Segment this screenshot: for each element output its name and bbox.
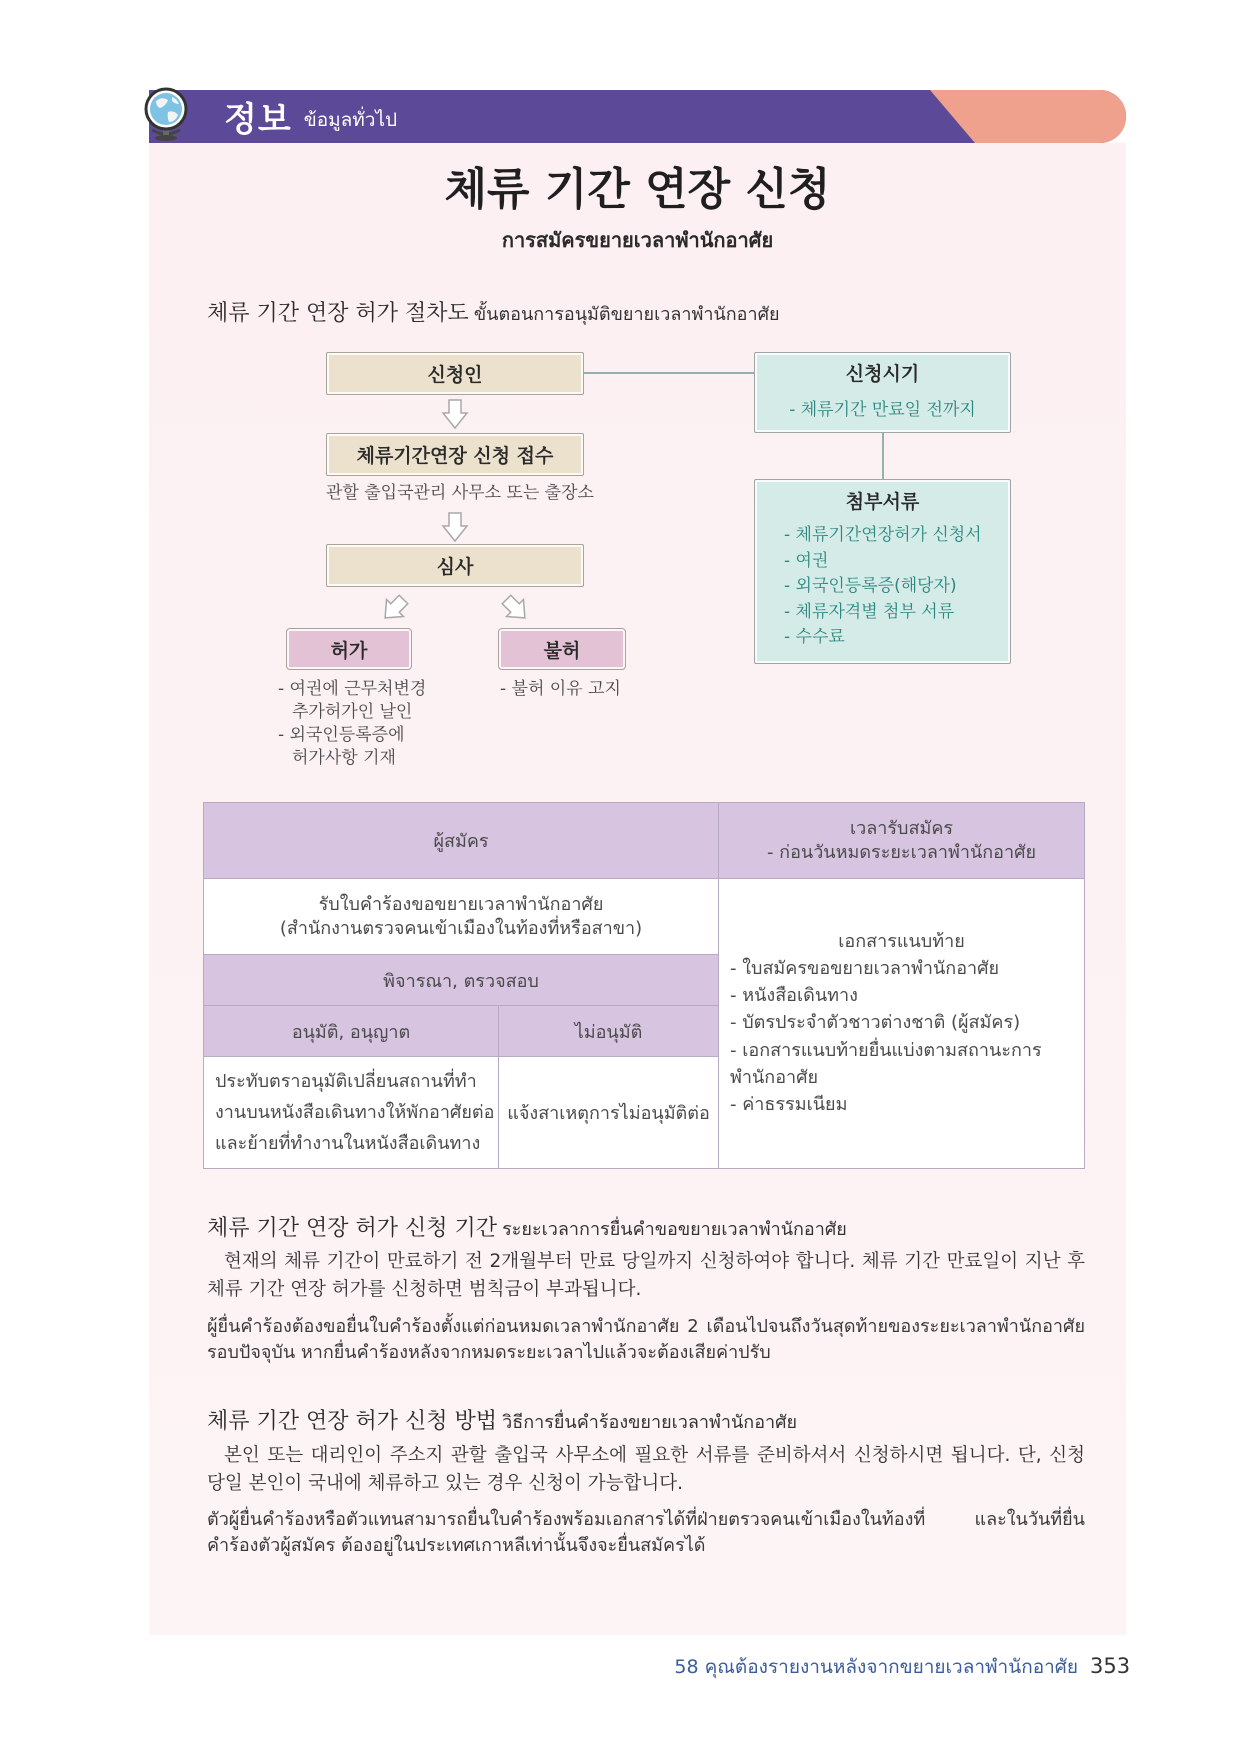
attachments-item: - บัตรประจำตัวชาวต่างชาติ (ผู้สมัคร) [730,1012,1021,1034]
documents-title: 첨부서류 [845,491,920,513]
table-cell-attachments [719,879,1085,1169]
flow-reception-note: 관할 출입국관리 사무소 또는 출장소 [326,483,594,503]
procedure-table [203,802,1085,1169]
attachments-item: - เอกสารแนบท้ายยื่นแบ่งตามสถานะการพำนักอาศัย [730,1039,1042,1088]
deny-note-line: - 불허 이유 고지 [500,679,621,699]
permit-notes [278,678,426,770]
method-heading-ko: 체류 기간 연장 허가 신청 방법 [207,1409,497,1434]
footer-chapter: 58 คุณต้องรายงานหลังจากขยายเวลาพำนักอาศัย [674,1656,1078,1678]
documents-item: - 체류기간연장허가 신청서 [784,525,982,545]
table-header-applicant: ผู้สมัคร [204,803,719,879]
page-title: 체류 기간 연장 신청 [444,164,831,215]
table-row [204,803,1085,879]
documents-box [754,479,1011,664]
documents-item: - 여권 [784,550,829,571]
table-row [204,879,1085,955]
table-header-period [719,803,1085,879]
attachments-item: - ค่าธรรมเนียม [730,1094,848,1116]
flow-permit-box: 허가 [286,628,412,670]
method-body-th: ตัวผู้ยื่นคำร้องหรือตัวแทนสามารถยื่นใบคำร้องพร้อมเอกสารได้ที่ฝ่ายตรวจคนเข้าเมืองในท้องที่ และในวันที่ยื่นคำร้องตัวผู้สมัคร ต้องอยู่ในประเทศเกาหลีเท่านั้นจึงจะยื่นสมัครได้ [207,1509,1085,1556]
table-cell-receive [204,879,719,955]
period-heading-ko: 체류 기간 연장 허가 신청 기간 [207,1216,497,1241]
documents-item: - 수수료 [784,627,845,647]
table-cell-line: และย้ายที่ทำงานในหนังสือเดินทาง [215,1133,481,1154]
method-heading [207,1407,797,1438]
page-number: 353 [1090,1654,1131,1678]
attachments-item: - หนังสือเดินทาง [730,984,858,1006]
section-header-title: 정보 [224,100,292,140]
period-body-ko: 현재의 체류 기간이 만료하기 전 2개월부터 만료 당일까지 신청하여야 합니다. 체류 기간 만료일이 지난 후 체류 기간 연장 허가를 신청하면 범칙금이 부과됩니다. [207,1251,1085,1300]
table-header-period-line: เวลารับสมัคร [849,817,954,839]
section-header-subtitle: ข้อมูลทั่วไป [303,108,398,131]
documents-list [755,523,1010,651]
timing-title: 신청시기 [845,363,920,385]
documents-item: - 외국인등록증(해당자) [784,576,957,596]
table-cell-line: งานบนหนังสือเดินทางให้พักอาศัยต่อ [215,1102,495,1123]
table-cell-line: ประทับตราอนุมัติเปลี่ยนสถานที่ทำ [215,1071,477,1092]
flow-applicant-box: 신청인 [326,352,584,395]
flow-reception-box: 체류기간연장 신청 접수 [326,433,584,476]
period-heading [207,1214,847,1245]
timing-box [754,352,1011,433]
timing-item: - 체류기간 만료일 전까지 [789,400,976,420]
arrow-down-icon [443,400,467,428]
table-cell-line: (สำนักงานตรวจคนเข้าเมืองในท้องที่หรือสาขา) [279,917,643,939]
table-cell-reject: ไม่อนุมัติ [499,1006,719,1057]
permit-note-line: 추가허가인 날인 [292,702,413,722]
permit-note-line: 허가사항 기재 [292,748,396,768]
flow-deny-box: 불허 [498,628,626,670]
flow-review-box: 심사 [326,544,584,587]
table-cell-line: รับใบคำร้องขอขยายเวลาพำนักอาศัย [318,893,604,915]
table-cell-approve-detail [204,1057,499,1169]
page-subtitle: การสมัครขยายเวลาพำนักอาศัย [501,228,774,252]
deny-notes [500,678,621,701]
period-body-th: ผู้ยื่นคำร้องต้องขอยื่นใบคำร้องตั้งแต่ก่อนหมดเวลาพำนักอาศัย 2 เดือนไปจนถึงวันสุดท้ายของระยะเวลาพำนักอาศัยรอบปัจจุบัน หากยื่นคำร้องหลังจากหมดระยะเวลาไปแล้วจะต้องเสียค่าปรับ [207,1316,1085,1363]
table-cell-review: พิจารณา, ตรวจสอบ [204,955,719,1006]
arrow-down-right-icon [498,591,533,626]
table-header-period-line: - ก่อนวันหมดระยะเวลาพำนักอาศัย [766,841,1037,863]
documents-item: - 체류자격별 첨부 서류 [784,601,955,622]
method-body-ko: 본인 또는 대리인이 주소지 관할 출입국 사무소에 필요한 서류를 준비하셔서 신청하시면 됩니다. 단, 신청 당일 본인이 국내에 체류하고 있는 경우 신청이 가능합니다. [207,1445,1085,1494]
attachments-item: - ใบสมัครขอขยายเวลาพำนักอาศัย [730,957,1000,979]
period-heading-th: ระยะเวลาการยื่นคำขอขยายเวลาพำนักอาศัย [502,1219,847,1240]
attachments-title: เอกสารแนบท้าย [838,930,965,952]
procedure-heading-ko: 체류 기간 연장 허가 절차도 [207,301,469,326]
arrow-down-left-icon [377,591,412,626]
table-cell-reject-detail: แจ้งสาเหตุการไม่อนุมัติต่อ [499,1057,719,1169]
method-heading-th: วิธีการยื่นคำร้องขยายเวลาพำนักอาศัย [502,1412,798,1433]
permit-note-line: - 여권에 근무처변경 [278,679,427,699]
permit-note-line: - 외국인등록증에 [278,725,405,745]
table-cell-approve: อนุมัติ, อนุญาต [204,1006,499,1057]
arrow-down-icon [443,513,467,541]
procedure-heading-th: ขั้นตอนการอนุมัติขยายเวลาพำนักอาศัย [473,304,780,325]
